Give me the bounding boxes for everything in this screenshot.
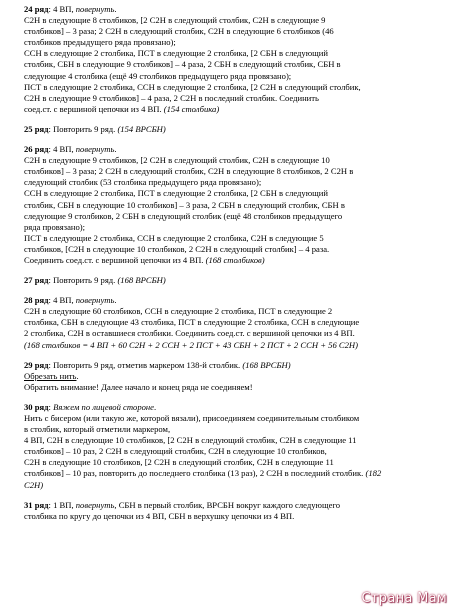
text-line (24, 435, 436, 446)
text-segment: С2Н) (24, 479, 44, 490)
text-segment: ПСТ в следующие 2 столбика, ССН в следующие 2 столбика, [2 С2Н в следующий столбик, (24, 81, 361, 92)
text-segment: : 4 ВП, (48, 144, 76, 155)
text-segment: С2Н в следующие 60 столбиков, ССН в следующие 2 столбика, ПСТ в следующие 2 (24, 306, 333, 317)
text-segment: . (114, 4, 117, 14)
text-line (24, 255, 436, 266)
text-line (24, 446, 436, 457)
text-line (24, 48, 436, 59)
text-segment: столбиков] – 3 раза; 2 С2Н в следующий столбик, С2Н в следующие 6 столбиков (46 (24, 26, 334, 37)
text-segment: . (114, 295, 117, 306)
text-line (24, 511, 436, 522)
text-segment: 2 столбика, С2Н в оставшиеся столбики. Соединить соед.ст. с вершиной цепочки из 4 ВП. (24, 328, 355, 339)
text-segment: С2Н в следующие 9 столбиков] – 4 раза, 2 С2Н в последний столбик. Соединить (24, 92, 319, 103)
text-line (24, 124, 436, 135)
document-body (24, 4, 436, 531)
text-line (24, 413, 436, 424)
text-line (24, 480, 436, 491)
row-label: 30 ряд (24, 401, 49, 412)
text-line (24, 317, 436, 328)
text-segment: столбиков, [С2Н в следующие 10 столбиков, 2 С2Н в следующий столбик] – 4 раза. (24, 243, 330, 254)
text-segment: ПСТ в следующие 2 столбика, ССН в следующие 2 столбика, С2Н в следующие 5 (24, 232, 324, 243)
text-segment: столбиков] – 10 раз, 2 С2Н в следующий столбик, С2Н в следующие 10 столбиков, (24, 446, 327, 457)
text-segment: : 4 ВП, (48, 4, 76, 14)
text-line (24, 402, 436, 413)
text-segment: столбика по кругу до цепочки из 4 ВП, СБН в верхушку цепочки из 4 ВП. (24, 510, 295, 521)
text-segment: (168 столбиков = 4 ВП + 60 С2Н + 2 ССН + 2 ПСТ + 43 СБН + 2 ПСТ + 2 ССН + 56 С2Н) (24, 339, 358, 350)
row-block (24, 275, 436, 286)
row-block (24, 124, 436, 135)
text-line (24, 468, 436, 479)
text-line (24, 59, 436, 70)
text-segment: столбика, СБН в следующие 43 столбика, ПСТ в следующие 2 столбика, ССН в следующие (24, 317, 360, 328)
row-block (24, 295, 436, 350)
row-label: 24 ряд (24, 4, 49, 14)
text-segment: : 4 ВП, (48, 295, 76, 306)
text-line (24, 244, 436, 255)
text-segment: повернуть (75, 499, 115, 510)
text-segment: ССН в следующие 2 столбика, ПСТ в следующие 2 столбика, [2 СБН в следующий (24, 188, 328, 199)
text-segment: столбиков] – 3 раза; 2 С2Н в следующий столбик, С2Н в следующие 8 столбиков, 2 С2Н в (24, 166, 354, 177)
text-line (24, 233, 436, 244)
text-segment: следующие 9 столбиков, 2 СБН в следующий столбик (ещё 48 столбиков предыдущего (24, 210, 343, 221)
text-segment: Нить с бисером (или такую же, которой вязали), присоединяем соединительным столбиком (24, 413, 360, 423)
text-line (24, 340, 436, 351)
text-segment: (182 (365, 468, 382, 479)
text-segment: следующие 4 столбика (ещё 49 столбиков предыдущего ряда провязано); (24, 70, 292, 81)
text-segment: : Повторить 9 ряд. (48, 275, 118, 286)
row-label: 27 ряд (24, 275, 49, 286)
text-line (24, 26, 436, 37)
text-line (24, 188, 436, 199)
text-line (24, 71, 436, 82)
text-line (24, 82, 436, 93)
text-segment: столбик, СБН в следующие 10 столбиков] – 3 раза, 2 СБН в следующий столбик, СБН в (24, 199, 345, 210)
row-block (24, 144, 436, 266)
text-line (24, 177, 436, 188)
text-line (24, 306, 436, 317)
text-segment: С2Н в следующие 9 столбиков, [2 С2Н в следующий столбик, С2Н в следующие 10 (24, 155, 330, 166)
text-segment: повернуть (75, 295, 115, 306)
text-line (24, 211, 436, 222)
text-segment: : Повторить 9 ряд, отметив маркером 138-й столбик. (48, 359, 243, 370)
text-segment: (154 ВРСБН) (117, 123, 166, 134)
text-segment: . (154, 401, 157, 412)
text-segment: , СБН в первый столбик, ВРСБН вокруг каждого следующего (114, 499, 340, 510)
text-segment: следующий столбик (53 столбика предыдущего ряда провязано); (24, 177, 262, 188)
text-line (24, 222, 436, 233)
text-segment: : 1 ВП, (48, 499, 76, 510)
text-line (24, 93, 436, 104)
text-segment: С2Н в следующие 10 столбиков, [2 С2Н в следующий столбик, С2Н в следующие 11 (24, 457, 334, 468)
text-line (24, 328, 436, 339)
text-segment: 4 ВП, С2Н в следующие 10 столбиков, [2 С2Н в следующий столбик, С2Н в следующие 11 (24, 435, 357, 446)
text-segment: ССН в следующие 2 столбика, ПСТ в следующие 2 столбика, [2 СБН в следующий (24, 48, 328, 59)
text-segment: (168 ВРСБН) (242, 359, 291, 370)
row-label: 28 ряд (24, 295, 49, 306)
text-line (24, 500, 436, 511)
row-label: 26 ряд (24, 144, 49, 155)
text-segment: : Повторить 9 ряд. (48, 123, 118, 134)
text-segment: С2Н в следующие 8 столбиков, [2 С2Н в следующий столбик, С2Н в следующие 9 (24, 15, 326, 26)
text-segment: (154 столбика) (163, 103, 220, 114)
text-line (24, 360, 436, 371)
text-segment: Обратить внимание! Далее начало и конец ряда не соединяем! (24, 381, 253, 392)
watermark-logo: Страна Мам (361, 590, 447, 606)
text-line (24, 275, 436, 286)
text-line (24, 104, 436, 115)
text-line (24, 424, 436, 435)
text-line (24, 371, 436, 382)
text-segment: повернуть (75, 144, 115, 155)
row-block (24, 4, 436, 115)
row-label: 31 ряд (24, 499, 49, 510)
text-line (24, 155, 436, 166)
row-label: 25 ряд (24, 123, 49, 134)
text-line (24, 15, 436, 26)
text-segment: Вяжем по лицевой стороне (53, 401, 155, 412)
row-label: 29 ряд (24, 359, 49, 370)
row-block (24, 360, 436, 393)
text-segment: Обрезать нить (24, 370, 77, 381)
text-segment: в столбик, который отметили маркером, (24, 424, 171, 435)
text-line (24, 382, 436, 393)
text-segment: соед.ст. с вершиной цепочки из 4 ВП. (24, 103, 164, 114)
text-line (24, 457, 436, 468)
text-segment: Соединить соед.ст. с вершиной цепочки из 4 ВП. (24, 254, 206, 265)
text-segment: столбиков] – 10 раз, повторить до последнего столбика (13 раз), 2 С2Н в последний столбик. (24, 468, 366, 479)
text-line (24, 37, 436, 48)
text-line (24, 144, 436, 155)
text-line (24, 200, 436, 211)
text-segment: . (114, 144, 117, 155)
row-block (24, 500, 436, 522)
text-segment: столбик, СБН в следующие 9 столбиков] – 4 раза, 2 СБН в следующий столбик, СБН в (24, 59, 341, 70)
text-line (24, 295, 436, 306)
text-line (24, 4, 436, 15)
text-segment: столбиков предыдущего ряда провязано); (24, 37, 176, 48)
text-segment: (168 столбиков) (205, 254, 265, 265)
text-line (24, 166, 436, 177)
text-segment: . (76, 370, 79, 381)
text-segment: ряда провязано); (24, 221, 86, 232)
text-segment: повернуть (75, 4, 115, 14)
text-segment: : (48, 401, 54, 412)
text-segment: (168 ВРСБН) (117, 275, 166, 286)
row-block (24, 402, 436, 491)
